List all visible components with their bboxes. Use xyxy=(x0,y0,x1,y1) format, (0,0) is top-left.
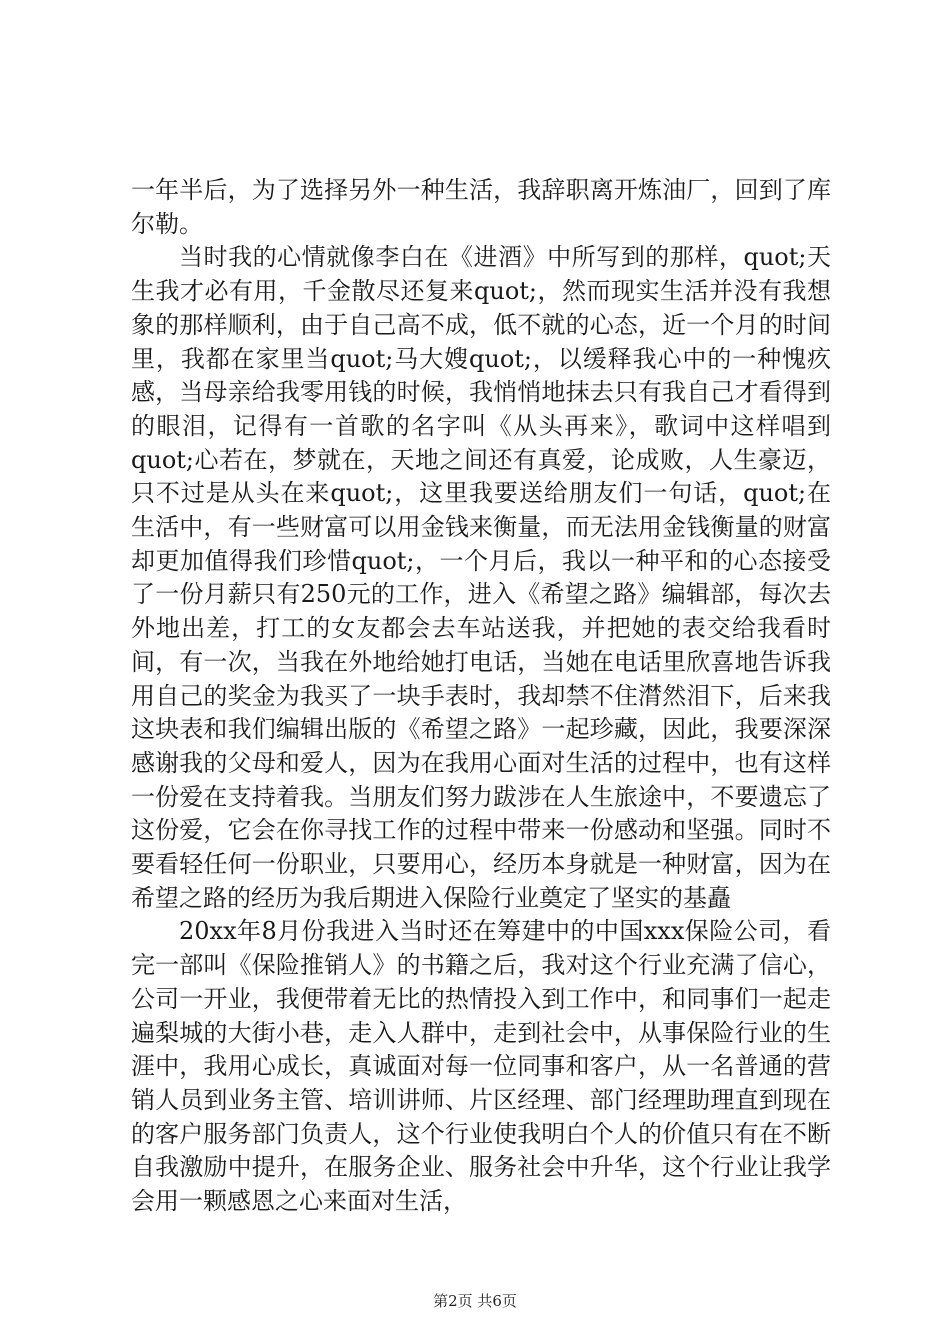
page-number-footer: 第2页 共6页 xyxy=(433,1292,517,1310)
document-body xyxy=(131,174,831,1219)
paragraph-insurance-career: 20xx年8月份我进入当时还在筹建中的中国xxx保险公司，看完一部叫《保险推销人》的书籍之后，我对这个行业充满了信心，公司一开业，我便带着无比的热情投入到工作中，和同事们一起走遍梨城的大街小巷，走入人群中，走到社会中，从事保险行业的生涯中，我用心成长，真诚面对每一位同事和客户，从一名普通的营销人员到业务主管、培训讲师、片区经理、部门经理助理直到现在的客户服务部门负责人，这个行业使我明白个人的价值只有在不断自我激励中提升，在服务企业、服务社会中升华，这个行业让我学会用一颗感恩之心来面对生活， xyxy=(131,917,831,1216)
paragraph-continuation: 一年半后，为了选择另外一种生活，我辞职离开炼油厂，回到了库尔勒。 xyxy=(131,176,831,238)
paragraph-job-search: 当时我的心情就像李白在《进酒》中所写到的那样，quot;天生我才必有用，千金散尽还复来quot;，然而现实生活并没有我想象的那样顺利，由于自己高不成，低不就的心态，近一个月的时间里，我都在家里当quot;马大嫂quot;，以缓释我心中的一种愧疚感，当母亲给我零用钱的时候，我悄悄地抹去只有我自己才看得到的眼泪，记得有一首歌的名字叫《从头再来》，歌词中这样唱到quot;心若在，梦就在，天地之间还有真爱，论成败，人生豪迈，只不过是从头在来quot;，这里我要送给朋友们一句话，quot;在生活中，有一些财富可以用金钱来衡量，而无法用金钱衡量的财富却更加值得我们珍惜quot;，一个月后，我以一种平和的心态接受了一份月薪只有250元的工作，进入《希望之路》编辑部，每次去外地出差，打工的女友都会去车站送我，并把她的表交给我看时间，有一次，当我在外地给她打电话，当她在电话里欣喜地告诉我用自己的奖金为我买了一块手表时，我却禁不住潸然泪下，后来我这块表和我们编辑出版的《希望之路》一起珍藏，因此，我要深深感谢我的父母和爱人，因为在我用心面对生活的过程中，也有这样一份爱在支持着我。当朋友们努力跋涉在人生旅途中，不要遗忘了这份爱，它会在你寻找工作的过程中带来一份感动和坚强。同时不要看轻任何一份职业，只要用心，经历本身就是一种财富，因为在希望之路的经历为我后期进入保险行业奠定了坚实的基矗 xyxy=(131,243,831,912)
